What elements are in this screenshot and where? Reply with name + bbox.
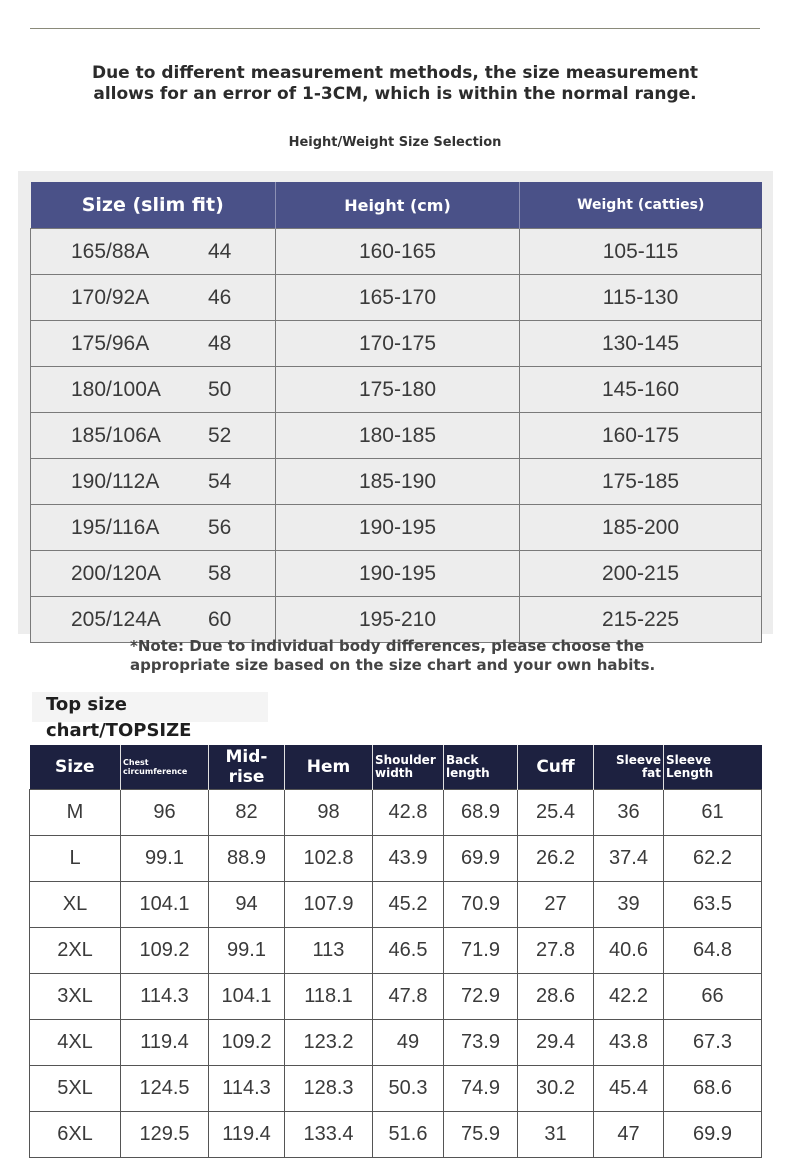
size-number: 48 — [208, 331, 232, 355]
measurement-cell: 107.9 — [285, 882, 373, 928]
table-row — [31, 229, 762, 275]
height-cell: 170-175 — [276, 321, 520, 367]
measurement-cell: 119.4 — [121, 1020, 209, 1066]
measurement-cell: 47.8 — [373, 974, 444, 1020]
size-cell: XL — [30, 882, 121, 928]
header-chest-circumference — [121, 745, 209, 790]
header-line: circumference — [123, 767, 188, 776]
measurement-cell: 114.3 — [121, 974, 209, 1020]
height-cell: 175-180 — [276, 367, 520, 413]
size-note — [130, 637, 730, 675]
header-cuff — [518, 745, 594, 790]
header-size: Size (slim fit) — [31, 182, 276, 229]
table-row — [30, 790, 762, 836]
measurement-cell: 47 — [594, 1112, 664, 1158]
measurement-cell: 26.2 — [518, 836, 594, 882]
measurement-cell: 114.3 — [209, 1066, 285, 1112]
size-number: 44 — [208, 239, 232, 263]
measurement-cell: 128.3 — [285, 1066, 373, 1112]
size-cell: L — [30, 836, 121, 882]
measurement-cell: 46.5 — [373, 928, 444, 974]
table-row — [30, 1066, 762, 1112]
measurement-cell: 68.6 — [664, 1066, 762, 1112]
weight-cell: 175-185 — [520, 459, 762, 505]
size-number: 46 — [208, 285, 232, 309]
size-cell: 5XL — [30, 1066, 121, 1112]
measurement-cell: 82 — [209, 790, 285, 836]
size-number: 56 — [208, 515, 232, 539]
measurement-cell: 36 — [594, 790, 664, 836]
size-code: 205/124A — [71, 607, 161, 631]
header-line: Cuff — [536, 757, 575, 777]
size-code: 165/88A — [71, 239, 150, 263]
top-divider — [30, 28, 760, 29]
measurement-cell: 104.1 — [121, 882, 209, 928]
table-row — [31, 275, 762, 321]
header-line: Length — [666, 766, 714, 780]
header-line: width — [375, 766, 414, 780]
measurement-cell: 66 — [664, 974, 762, 1020]
size-cell: 3XL — [30, 974, 121, 1020]
measurement-cell: 123.2 — [285, 1020, 373, 1066]
table-header-row — [31, 182, 762, 229]
header-line: Sleeve — [616, 753, 661, 767]
height-cell: 195-210 — [276, 597, 520, 643]
table-row — [31, 505, 762, 551]
size-number: 60 — [208, 607, 232, 631]
size-code: 175/96A — [71, 331, 150, 355]
note-line-2: appropriate size based on the size chart and your own habits. — [130, 656, 656, 674]
weight-cell: 215-225 — [520, 597, 762, 643]
measurement-cell: 63.5 — [664, 882, 762, 928]
measurement-cell: 42.2 — [594, 974, 664, 1020]
top-size-table — [29, 745, 762, 1158]
measurement-cell: 99.1 — [121, 836, 209, 882]
size-code: 200/120A — [71, 561, 161, 585]
measurement-cell: 94 — [209, 882, 285, 928]
header-line: Mid-rise — [225, 747, 268, 787]
measurement-cell: 61 — [664, 790, 762, 836]
header-line: Back — [446, 753, 479, 767]
measurement-cell: 45.2 — [373, 882, 444, 928]
header-back-length — [444, 745, 518, 790]
height-cell: 160-165 — [276, 229, 520, 275]
size-number: 50 — [208, 377, 232, 401]
table-row — [31, 459, 762, 505]
header-sleeve-fat — [594, 745, 664, 790]
size-number: 54 — [208, 469, 232, 493]
measurement-disclaimer — [30, 63, 760, 105]
measurement-cell: 68.9 — [444, 790, 518, 836]
measurement-cell: 113 — [285, 928, 373, 974]
measurement-cell: 133.4 — [285, 1112, 373, 1158]
table-row — [31, 551, 762, 597]
size-cell — [31, 597, 276, 643]
measurement-cell: 88.9 — [209, 836, 285, 882]
measurement-cell: 70.9 — [444, 882, 518, 928]
size-code: 195/116A — [71, 515, 160, 539]
height-cell: 165-170 — [276, 275, 520, 321]
header-weight: Weight (catties) — [520, 182, 762, 229]
measurement-cell: 51.6 — [373, 1112, 444, 1158]
header-sleeve-length — [664, 745, 762, 790]
header-line: Size — [55, 757, 95, 777]
measurement-cell: 109.2 — [209, 1020, 285, 1066]
size-number: 52 — [208, 423, 232, 447]
size-cell — [31, 229, 276, 275]
measurement-cell: 29.4 — [518, 1020, 594, 1066]
size-selection-subtitle: Height/Weight Size Selection — [288, 135, 502, 150]
measurement-cell: 25.4 — [518, 790, 594, 836]
table-header-row — [30, 745, 762, 790]
header-hem — [285, 745, 373, 790]
size-cell: 6XL — [30, 1112, 121, 1158]
header-height: Height (cm) — [276, 182, 520, 229]
size-code: 185/106A — [71, 423, 161, 447]
measurement-cell: 50.3 — [373, 1066, 444, 1112]
header-shoulder-width — [373, 745, 444, 790]
header-line: length — [446, 766, 490, 780]
height-cell: 190-195 — [276, 551, 520, 597]
weight-cell: 185-200 — [520, 505, 762, 551]
size-cell — [31, 367, 276, 413]
measurement-cell: 67.3 — [664, 1020, 762, 1066]
measurement-cell: 31 — [518, 1112, 594, 1158]
measurement-cell: 27 — [518, 882, 594, 928]
measurement-cell: 72.9 — [444, 974, 518, 1020]
measurement-cell: 69.9 — [444, 836, 518, 882]
height-cell: 185-190 — [276, 459, 520, 505]
header-line: Shoulder — [375, 753, 436, 767]
measurement-cell: 119.4 — [209, 1112, 285, 1158]
height-weight-table — [30, 182, 762, 643]
table-row — [30, 1020, 762, 1066]
header-line: Sleeve — [666, 753, 711, 767]
measurement-cell: 39 — [594, 882, 664, 928]
table-row — [30, 882, 762, 928]
weight-cell: 115-130 — [520, 275, 762, 321]
table-row — [30, 928, 762, 974]
measurement-cell: 30.2 — [518, 1066, 594, 1112]
measurement-cell: 69.9 — [664, 1112, 762, 1158]
size-cell — [31, 459, 276, 505]
measurement-cell: 42.8 — [373, 790, 444, 836]
disclaimer-line-1: Due to different measurement methods, the size measurement — [91, 63, 699, 83]
header-size — [30, 745, 121, 790]
size-cell — [31, 505, 276, 551]
measurement-cell: 74.9 — [444, 1066, 518, 1112]
size-cell — [31, 275, 276, 321]
measurement-cell: 73.9 — [444, 1020, 518, 1066]
header-line: Chest — [123, 758, 149, 767]
weight-cell: 200-215 — [520, 551, 762, 597]
size-code: 190/112A — [71, 469, 160, 493]
size-cell: 4XL — [30, 1020, 121, 1066]
measurement-cell: 45.4 — [594, 1066, 664, 1112]
measurement-cell: 27.8 — [518, 928, 594, 974]
measurement-cell: 64.8 — [664, 928, 762, 974]
header-line: Hem — [306, 757, 351, 777]
weight-cell: 145-160 — [520, 367, 762, 413]
measurement-cell: 129.5 — [121, 1112, 209, 1158]
measurement-cell: 109.2 — [121, 928, 209, 974]
weight-cell: 130-145 — [520, 321, 762, 367]
size-cell: M — [30, 790, 121, 836]
measurement-cell: 40.6 — [594, 928, 664, 974]
note-line-1: *Note: Due to individual body differences, please choose the — [130, 637, 645, 655]
measurement-cell: 104.1 — [209, 974, 285, 1020]
measurement-cell: 49 — [373, 1020, 444, 1066]
measurement-cell: 71.9 — [444, 928, 518, 974]
header-mid-rise — [209, 745, 285, 790]
size-number: 58 — [208, 561, 232, 585]
measurement-cell: 28.6 — [518, 974, 594, 1020]
measurement-cell: 124.5 — [121, 1066, 209, 1112]
table-row — [31, 367, 762, 413]
size-code: 180/100A — [71, 377, 161, 401]
top-size-chart-title: Top size chart/TOPSIZE — [32, 692, 268, 722]
table-row — [30, 836, 762, 882]
measurement-cell: 99.1 — [209, 928, 285, 974]
header-line: fat — [641, 766, 661, 780]
size-cell — [31, 413, 276, 459]
measurement-cell: 96 — [121, 790, 209, 836]
measurement-cell: 43.8 — [594, 1020, 664, 1066]
size-code: 170/92A — [71, 285, 150, 309]
measurement-cell: 43.9 — [373, 836, 444, 882]
size-cell: 2XL — [30, 928, 121, 974]
size-cell — [31, 321, 276, 367]
measurement-cell: 75.9 — [444, 1112, 518, 1158]
measurement-cell: 102.8 — [285, 836, 373, 882]
measurement-cell: 62.2 — [664, 836, 762, 882]
table-row — [31, 413, 762, 459]
disclaimer-line-2: allows for an error of 1-3CM, which is within the normal range. — [93, 84, 697, 104]
measurement-cell: 98 — [285, 790, 373, 836]
size-cell — [31, 551, 276, 597]
height-cell: 190-195 — [276, 505, 520, 551]
table-row — [31, 597, 762, 643]
weight-cell: 105-115 — [520, 229, 762, 275]
measurement-cell: 118.1 — [285, 974, 373, 1020]
height-cell: 180-185 — [276, 413, 520, 459]
weight-cell: 160-175 — [520, 413, 762, 459]
table-row — [31, 321, 762, 367]
table-row — [30, 974, 762, 1020]
measurement-cell: 37.4 — [594, 836, 664, 882]
